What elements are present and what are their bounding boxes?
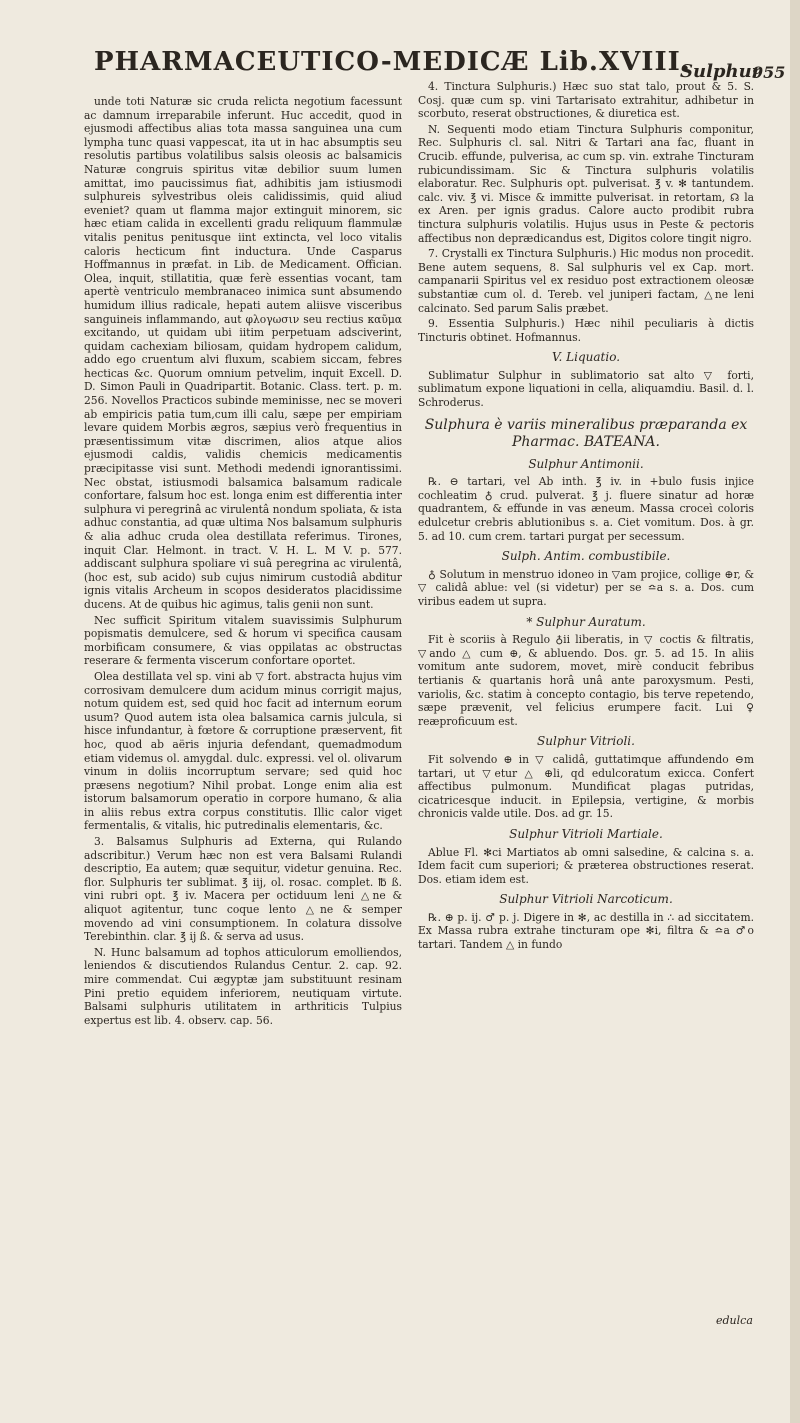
paragraph: ℞. ⊕ p. ij. ♂ p. j. Digere in ✻, ac destilla in ∴ ad siccitatem. Ex Massa rubra extrahe tincturam ope ✻i, filtra & ≏a ♂o tartari. Tandem △ in fundo bbox=[418, 910, 754, 952]
paragraph: N. Hunc balsamum ad tophos atticulorum emolliendos, leniendos & discutiendos Rulandus Centur. 2. cap. 92. mire commendat. Cui ægyptæ jam substituunt resinam Pini pretio equidem inferiorem, neutiquam virtute. Balsami sulphuris utilitatem in arthriticis Tulpius expertus est lib. 4. observ. cap. 56. bbox=[84, 945, 402, 1027]
paragraph: ♁ Solutum in menstruo idoneo in ▽am projice, collige ⊕r, & ▽ calidâ ablue: vel (si videtur) per se ≏a s. a. Dos. cum viribus eadem ut supra. bbox=[418, 567, 754, 608]
paragraph: Fit solvendo ⊕ in ▽ calidâ, guttatimque affundendo ⊖m tartari, ut ▽etur △ ⊕li, qd edulcoratum exicca. Confert affectibus pulmonum. Mundificat plagas putridas, cicatricesque inducit. in Epilepsia, vertigine, & morbis chronicis valde utile. Dos. ad gr. 15. bbox=[418, 752, 754, 821]
section-heading: Sulphur Antimonii. bbox=[528, 456, 644, 471]
paragraph: 7. Crystalli ex Tinctura Sulphuris.) Hic modus non procedit. Bene autem sequens, 8. Sal sulphuris vel ex Cap. mort. campanarii Spiritus vel ex residuo post extractionem oleosæ substantiæ cum ol. d. Tereb. vel juniperi factam, △ne leni calcinato. Sed parum Salis præbet. bbox=[418, 247, 754, 315]
section-heading: Sulphur Vitrioli. bbox=[537, 734, 635, 749]
paragraph: 4. Tinctura Sulphuris.) Hæc suo stat talo, prout & 5. S. Cosj. quæ cum sp. vini Tartarisato extrahitur, adhibetur in scorbuto, reserat obstructiones, & diuretica est. bbox=[418, 80, 754, 121]
page-edge bbox=[790, 0, 800, 1423]
paragraph: unde toti Naturæ sic cruda relicta negotium facessunt ac damnum irreparabile inferunt. Huc accedit, quod in ejusmodi affectibus alias tota massa sanguinea una cum lympha tunc quasi vappescat, ita ut in hac absumptis seu resolutis partibus volatilibus salsis oleosis ac balsamicis Naturæ congruis spiritus vitæ debilior suum lumen amittat, imo paucissimus fiat, adhibitis jam istiusmodi sulphureis sylvestribus oleis calidissimis, quid aliud eveniet? quam ut flamma major extinguit minorem, sic hæc etiam calida in excellenti gradu reliquum flammulæ vitalis penitus penitusque iint extincta, vel loco vitalis caloris hecticum fint inductura. Unde Casparus Hoffmannus in præfat. in Lib. de Medicament. Offician. Olea, inquit, stillatitia, quæ ferè essentias vocant, tam apertè ventriculo membranaceo inimica sunt absumendo humidum illius radicale, hepati autem aliisve visceribus sanguineis inflammando, aut φλογωσιν seu rectius καῦμα excitando, ut quidam ubi iitim perpetuam adsciverint, quidam cachexiam biliosam, quidam hydropem calidum, addo ego cruentum alvi fluxum, scabiem siccam, febres hecticas &c. Quorum omnium petvelim, inquit Excell. D. D. Simon Pauli in Quadripartit. Botanic. Class. tert. p. m. 256. Novellos Practicos subinde meminisse, nec se moveri ab empiricis patia tum,cum illi calu, sæpe per empiriam levare quidem Morbis ægros, sæpius verò frequentius in præsentissimum vitæ discrimen, alios atque alios ejusmodi caldis, validis chemicis medicamentis præcipitasse visi sunt. Methodi medendi ignorantissimi. Nec obstat, istiusmodi balsamica balsamum radicale confortare, falsum hoc est. longa enim est differentia inter sulphura vi peregrinâ ac virulentâ nondum spoliata, & ista adhuc constantia, ad quæ ultima Nos balsamum sulphuris & alia adhuc cruda olea destillata referimus. Tirones, inquit Clar. Helmont. in tract. V. H. L. M V. p. 577. addiscant sulphura spoliare vi suâ peregrina ac virulentâ, (hoc est, sub acido) sub cujus nimirum custodiâ abditur ignis vitalis Archeum in scopos desideratos placidissime ducens. At de quibus hic agimus, talis genii non sunt. bbox=[84, 95, 403, 611]
section-heading: Sulphur Vitrioli Narcoticum. bbox=[499, 892, 673, 907]
paragraph: N. Sequenti modo etiam Tinctura Sulphuris componitur, Rec. Sulphuris cl. sal. Nitri & Tartari ana fac, fluant in Crucib. effunde, pulverisa, ac cum sp. vin. extrahe Tincturam rubicundissimam. Sic & Tinctura sulphuris volatilis elaboratur. Rec. Sulphuris opt. pulverisat. ℥ v. ✻ tantundem. calc. viv. ℥ vi. Misce & immitte pulverisat. in retortam, ☊ la ex Aren. per ignis gradus. Calore aucto prodibit rubra tinctura sulphuris volatilis. Hujus usus in Peste & pectoris affectibus non deprædicandus est, Digitos colore tingit nigro. bbox=[418, 122, 754, 245]
paragraph: 3. Balsamus Sulphuris ad Externa, qui Rulando adscribitur.) Verum hæc non est vera Balsami Rulandi descriptio, Ea autem; quæ sequitur, videtur genuina. Rec. flor. Sulphuris ter sublimat. ℥ iij, ol. rosac. complet. ℔ ß. vini rubri opt. ℥ iv. Macera per octiduum leni △ne & aliquot agitentur, tunc coque lento △ne & semper movendo ad vini consumptionem. In colatura dissolve Terebinthin. clar. ℥ ij ß. & serva ad usus. bbox=[84, 835, 402, 944]
paragraph: Fit è scoriis à Regulo ♁ii liberatis, in ▽ coctis & filtratis, ▽ando △ cum ⊕, & abluendo. Dos. gr. 5. ad 15. In aliis vomitum ante sudorem, movet, mirè conducit febribus tertianis & quartanis horâ unâ ante paroxysmum. Pesti, variolis, &c. statim à concepto contagio, bis terve repetendo, sæpe prævenit, vel felicius erumpere facit. Lui ♀ reæproficuum est. bbox=[418, 633, 754, 728]
page-number: 955 bbox=[752, 63, 786, 82]
paragraph: 9. Essentia Sulphuris.) Hæc nihil peculiaris à dictis Tincturis obtinet. Hofmannus. bbox=[418, 317, 754, 344]
section-heading: * Sulphur Auratum. bbox=[526, 614, 646, 629]
header-catchword: Sulphur bbox=[680, 61, 762, 82]
right-column bbox=[418, 80, 754, 954]
paragraph: Nec sufficit Spiritum vitalem suavissimis Sulphurum popismatis demulcere, sed & horum vi specifica causam morbificam consumere, & vias oppilatas ac obstructas reserare & fermenta viscerum confortare oportet. bbox=[84, 613, 402, 668]
paragraph: ℞. ⊖ tartari, vel Ab inth. ℥ iv. in +bulo fusis injice cochleatim ♁ crud. pulverat. ℥ j. fluere sinatur ad horæ quadrantem, & effunde in vas æneum. Massa croceì coloris edulcetur crebris ablutionibus s. a. Ciet vomitum. Dos. à gr. 5. ad 10. cum crem. tartari purgat per secessum. bbox=[418, 475, 754, 543]
paragraph: Ablue Fl. ✻ci Martiatos ab omni salsedine, & calcina s. a. Idem facit cum superiori; & præterea obstructiones reserat. Dos. etiam idem est. bbox=[418, 845, 754, 886]
bottom-catchword: edulca bbox=[716, 1314, 753, 1327]
section-heading: Sulphur Vitrioli Martiale. bbox=[509, 826, 663, 841]
paragraph: Olea destillata vel sp. vini ab ▽ fort. abstracta hujus vim corrosivam demulcere dum acidum minus corrigit majus, notum quidem est, sed quid hoc facit ad internum eorum usum? Quod autem ista olea balsamica carnis julcula, si hisce infundantur, à fœtore & corruptione præservent, fit hoc, quod ab aëris injuria defendant, quemadmodum etiam videmus ol. amygdal. dulc. expressi. vel ol. olivarum vinum in doliis incorruptum servare; sed quid hoc præsens negotium? Nihil probat. Longe enim alia est istorum balsamorum operatio in corpore humano, & alia in aliis rebus extra corpus constitutis. Illic calor viget fermentalis, & vitalis, hic putredinalis elementaris, &c. bbox=[84, 669, 402, 833]
left-column bbox=[84, 95, 402, 1029]
section-heading: V. Liquatio. bbox=[551, 350, 621, 365]
section-heading: Sulph. Antim. combustibile. bbox=[501, 549, 671, 564]
running-title: PHARMACEUTICO-MEDICÆ Lib.XVIII. bbox=[94, 47, 691, 77]
section-heading: Sulphura è variis mineralibus præparanda ex Pharmac. BATEANA. bbox=[424, 416, 748, 450]
paragraph: Sublimatur Sulphur in sublimatorio sat alto ▽ forti, sublimatum expone liquationi in cella, aliquamdiu. Basil. d. l. Schroderus. bbox=[418, 368, 754, 410]
